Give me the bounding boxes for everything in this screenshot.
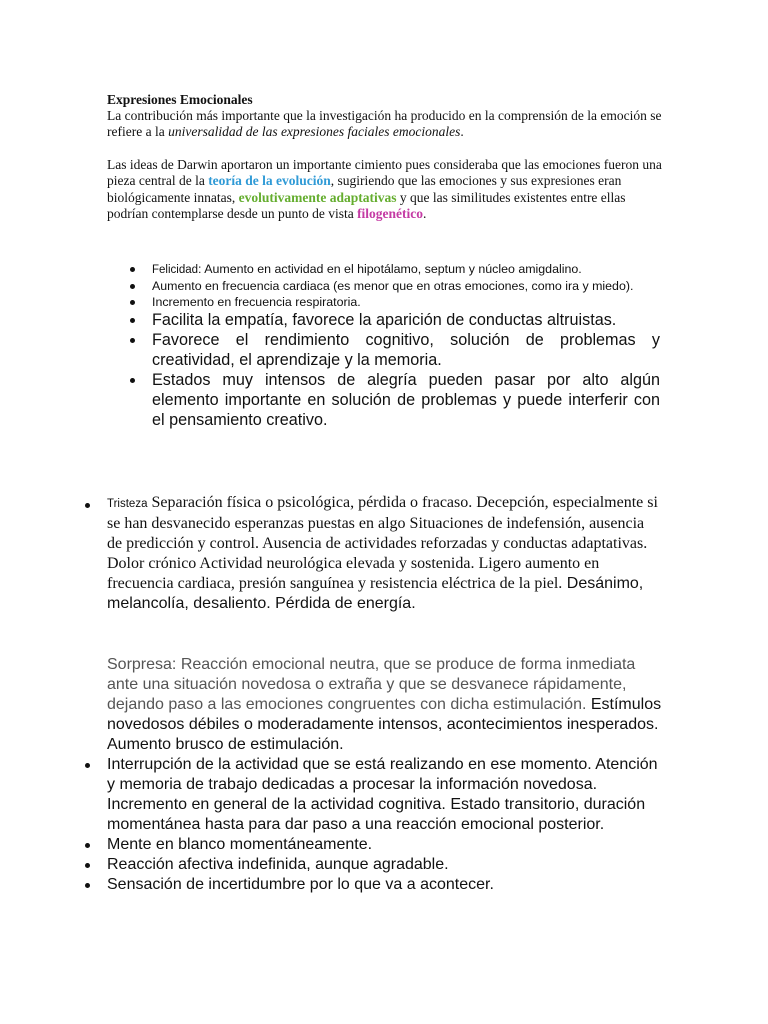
surprise-definition: Sorpresa: Reacción emocional neutra, que se produce de forma inmediata ante una situación novedosa o extraña y que se desvanece rápidamente, dejando paso a las emociones congruentes con dicha estimulación. <box>107 656 636 713</box>
link-phylogenetic[interactable]: filogenético <box>357 205 424 221</box>
happiness-item-2: Incremento en frecuencia respiratoria. <box>152 295 361 309</box>
bullet-icon <box>85 883 90 888</box>
bullet-icon <box>130 300 135 305</box>
sadness-label: Tristeza <box>107 498 148 510</box>
bullet-icon <box>85 843 90 848</box>
sadness-text: Separación física o psicológica, pérdida o fracaso. Decepción, especialmente si se han desvanecido esperanzas puestas en algo Situaciones de indefensión, ausencia de predicción y control. Ausencia de actividades reforzadas y conductas adaptativas. Dolor crónico Actividad neurológica elevada y sostenida. Ligero aumento en frecuencia cardiaca, presión sanguínea y resistencia eléctrica de la piel. <box>107 494 658 592</box>
happiness-item-4: Favorece el rendimiento cognitivo, solución de problemas y creatividad, el aprendizaje y la memoria. <box>152 331 660 369</box>
darwin-text-4: . <box>423 205 427 221</box>
list-item <box>107 755 667 835</box>
list-item <box>152 370 660 430</box>
surprise-item-1: Interrupción de la actividad que se está realizando en ese momento. Atención y memoria de trabajo dedicadas a procesar la información novedosa. Incremento en general de la actividad cognitiva. Estado transitorio, duración momentánea hasta para dar paso a una reacción emocional posterior. <box>107 756 658 833</box>
darwin-text-2: , sugiriendo que las emociones y sus expresiones eran biológicamente innatas, <box>107 173 622 205</box>
bullet-icon <box>130 267 135 272</box>
darwin-text-3: y que las similitudes existentes entre ellas podrían contemplarse desde un punto de vista <box>107 189 626 221</box>
bullet-icon <box>85 763 90 768</box>
surprise-list <box>107 655 667 895</box>
bullet-icon <box>130 338 135 343</box>
list-item <box>152 310 660 330</box>
bullet-icon <box>85 863 90 868</box>
darwin-text-1: Las ideas de Darwin aportaron un importante cimiento pues consideraba que las emociones fueron una pieza central de la <box>107 157 662 189</box>
sadness-item <box>107 493 662 614</box>
list-item <box>107 655 667 755</box>
intro-italic: universalidad de las expresiones faciales emocionales <box>168 124 461 140</box>
surprise-item-4: Sensación de incertidumbre por lo que va a acontecer. <box>107 876 494 893</box>
intro-end: . <box>460 124 464 140</box>
list-item <box>107 835 667 855</box>
happiness-item-3: Facilita la empatía, favorece la aparición de conductas altruistas. <box>152 311 617 329</box>
bullet-icon <box>130 284 135 289</box>
intro-text: La contribución más importante que la investigación ha producido en la comprensión de la emoción se refiere a la <box>107 108 662 140</box>
list-item <box>107 855 667 875</box>
bullet-icon <box>130 378 135 383</box>
surprise-item-3: Reacción afectiva indefinida, aunque agradable. <box>107 856 449 873</box>
happiness-item-0: : Aumento en actividad en el hipotálamo, septum y núcleo amigdalino. <box>198 262 582 276</box>
sadness-end: Desánimo, melancolía, desaliento. Pérdida de energía. <box>107 575 644 612</box>
intro-paragraph <box>107 108 667 141</box>
happiness-list <box>152 261 660 430</box>
happiness-item-5: Estados muy intensos de alegría pueden pasar por alto algún elemento importante en solución de problemas y puede interferir con el pensamiento creativo. <box>152 371 660 429</box>
darwin-paragraph <box>107 157 667 222</box>
bullet-icon <box>85 503 90 508</box>
document-title: Expresiones Emocionales <box>107 92 253 107</box>
list-item <box>152 278 660 294</box>
link-evolution-theory[interactable]: teoría de la evolución <box>208 173 331 189</box>
surprise-item-2: Mente en blanco momentáneamente. <box>107 836 373 853</box>
happiness-item-1: Aumento en frecuencia cardiaca (es menor que en otras emociones, como ira y miedo). <box>152 279 634 293</box>
link-evolutionarily-adaptive[interactable]: evolutivamente adaptativas <box>238 189 397 205</box>
happiness-label: Felicidad <box>152 264 199 276</box>
list-item <box>152 294 660 310</box>
list-item <box>107 875 667 895</box>
list-item <box>152 330 660 370</box>
surprise-stimuli: Estímulos novedosos débiles o moderadamente intensos, acontecimientos inesperados. Aumento brusco de estimulación. <box>107 696 662 753</box>
list-item <box>152 261 660 278</box>
bullet-icon <box>130 318 135 323</box>
